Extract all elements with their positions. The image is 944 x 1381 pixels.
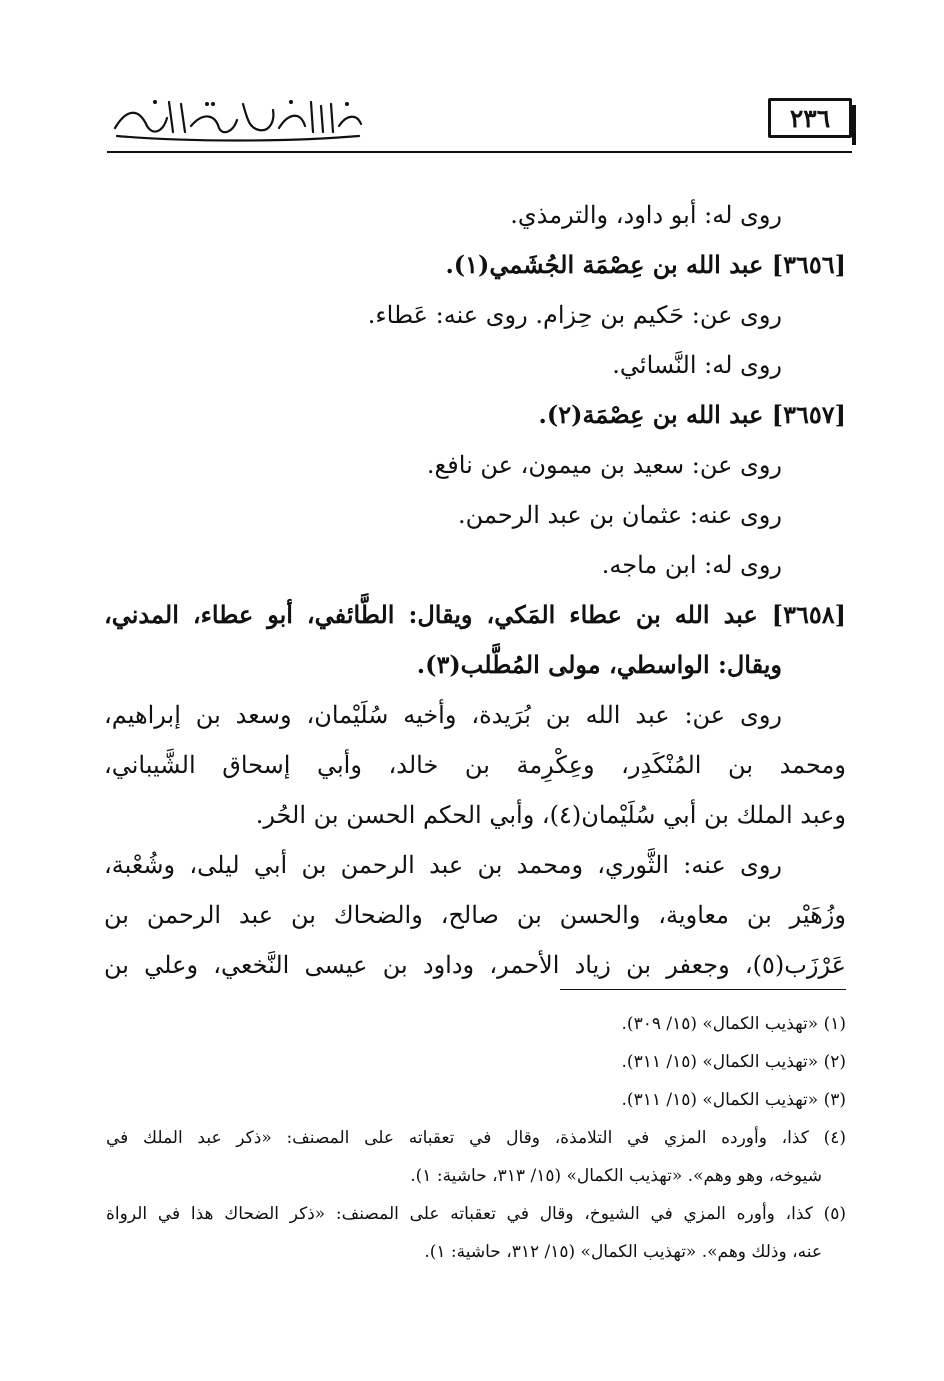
- footnote: (٥) كذا، وأوره المزي في الشيوخ، وقال في تعقباته على المصنف: «ذكر الضحاك هذا في الرواة: [106, 1204, 846, 1224]
- entry-heading: [٣٦٥٧] عبد الله بن عِصْمَة(٢).: [538, 400, 846, 429]
- text-line: روى عن: حَكيم بن حِزام. روى عنه: عَطاء.: [367, 301, 782, 329]
- entry-heading: [٣٦٥٦] عبد الله بن عِصْمَة الجُشَمي(١).: [445, 250, 846, 279]
- main-text: [104, 190, 846, 990]
- footnote-rule: [560, 989, 846, 990]
- footnote-cont: عنه، وذلك وهم». «تهذيب الكمال» (١٥/ ٣١٢، حاشية: ١).: [424, 1242, 822, 1262]
- text-line: ومحمد بن المُنْكَدِر، وعِكْرِمة بن خالد، وأبي إسحاق الشَّيباني،: [104, 751, 846, 779]
- text-line: عَرْزَب(٥)، وجعفر بن زياد الأحمر، وداود بن عيسى النَّخعي، وعلي بن: [104, 951, 846, 979]
- text-line: روى له: ابن ماجه.: [601, 551, 782, 579]
- text-line: روى له: أبو داود، والترمذي.: [510, 201, 782, 229]
- text-line: روى عنه: الثَّوري، ومحمد بن عبد الرحمن بن أبي ليلى، وشُعْبة،: [104, 851, 782, 879]
- entry-heading-cont: ويقال: الواسطي، مولى المُطَّلب(٣).: [416, 650, 782, 679]
- entry-heading: [٣٦٥٨] عبد الله بن عطاء المَكي، ويقال: الطَّائفي، أبو عطاء، المدني،: [104, 600, 846, 629]
- text-line: روى له: النَّسائي.: [612, 351, 782, 379]
- footnote: (٣) «تهذيب الكمال» (١٥/ ٣١١).: [621, 1090, 846, 1110]
- text-line: وزُهَيْر بن معاوية، والحسن بن صالح، والضحاك بن عبد الرحمن بن: [104, 901, 846, 929]
- footnotes: [106, 1005, 846, 1271]
- text-line: روى عنه: عثمان بن عبد الرحمن.: [458, 501, 782, 529]
- text-line: وعبد الملك بن أبي سُلَيْمان(٤)، وأبي الحكم الحسن بن الحُر.: [255, 801, 846, 829]
- page-header: [107, 90, 852, 150]
- header-rule: [107, 151, 852, 153]
- text-line: روى عن: سعيد بن ميمون، عن نافع.: [426, 451, 782, 479]
- footnote-cont: شيوخه، وهو وهم». «تهذيب الكمال» (١٥/ ٣١٣، حاشية: ١).: [410, 1166, 822, 1186]
- footnote: (١) «تهذيب الكمال» (١٥/ ٣٠٩).: [621, 1014, 846, 1034]
- page-number: ٢٣٦: [768, 98, 852, 138]
- text-line: روى عن: عبد الله بن بُرَيدة، وأخيه سُلَيْمان، وسعد بن إبراهيم،: [104, 701, 782, 729]
- footnote: (٢) «تهذيب الكمال» (١٥/ ٣١١).: [621, 1052, 846, 1072]
- footnote: (٤) كذا، وأورده المزي في التلامذة، وقال في تعقباته على المصنف: «ذكر عبد الملك في: [106, 1128, 846, 1148]
- running-title-calligraphy: [107, 92, 367, 142]
